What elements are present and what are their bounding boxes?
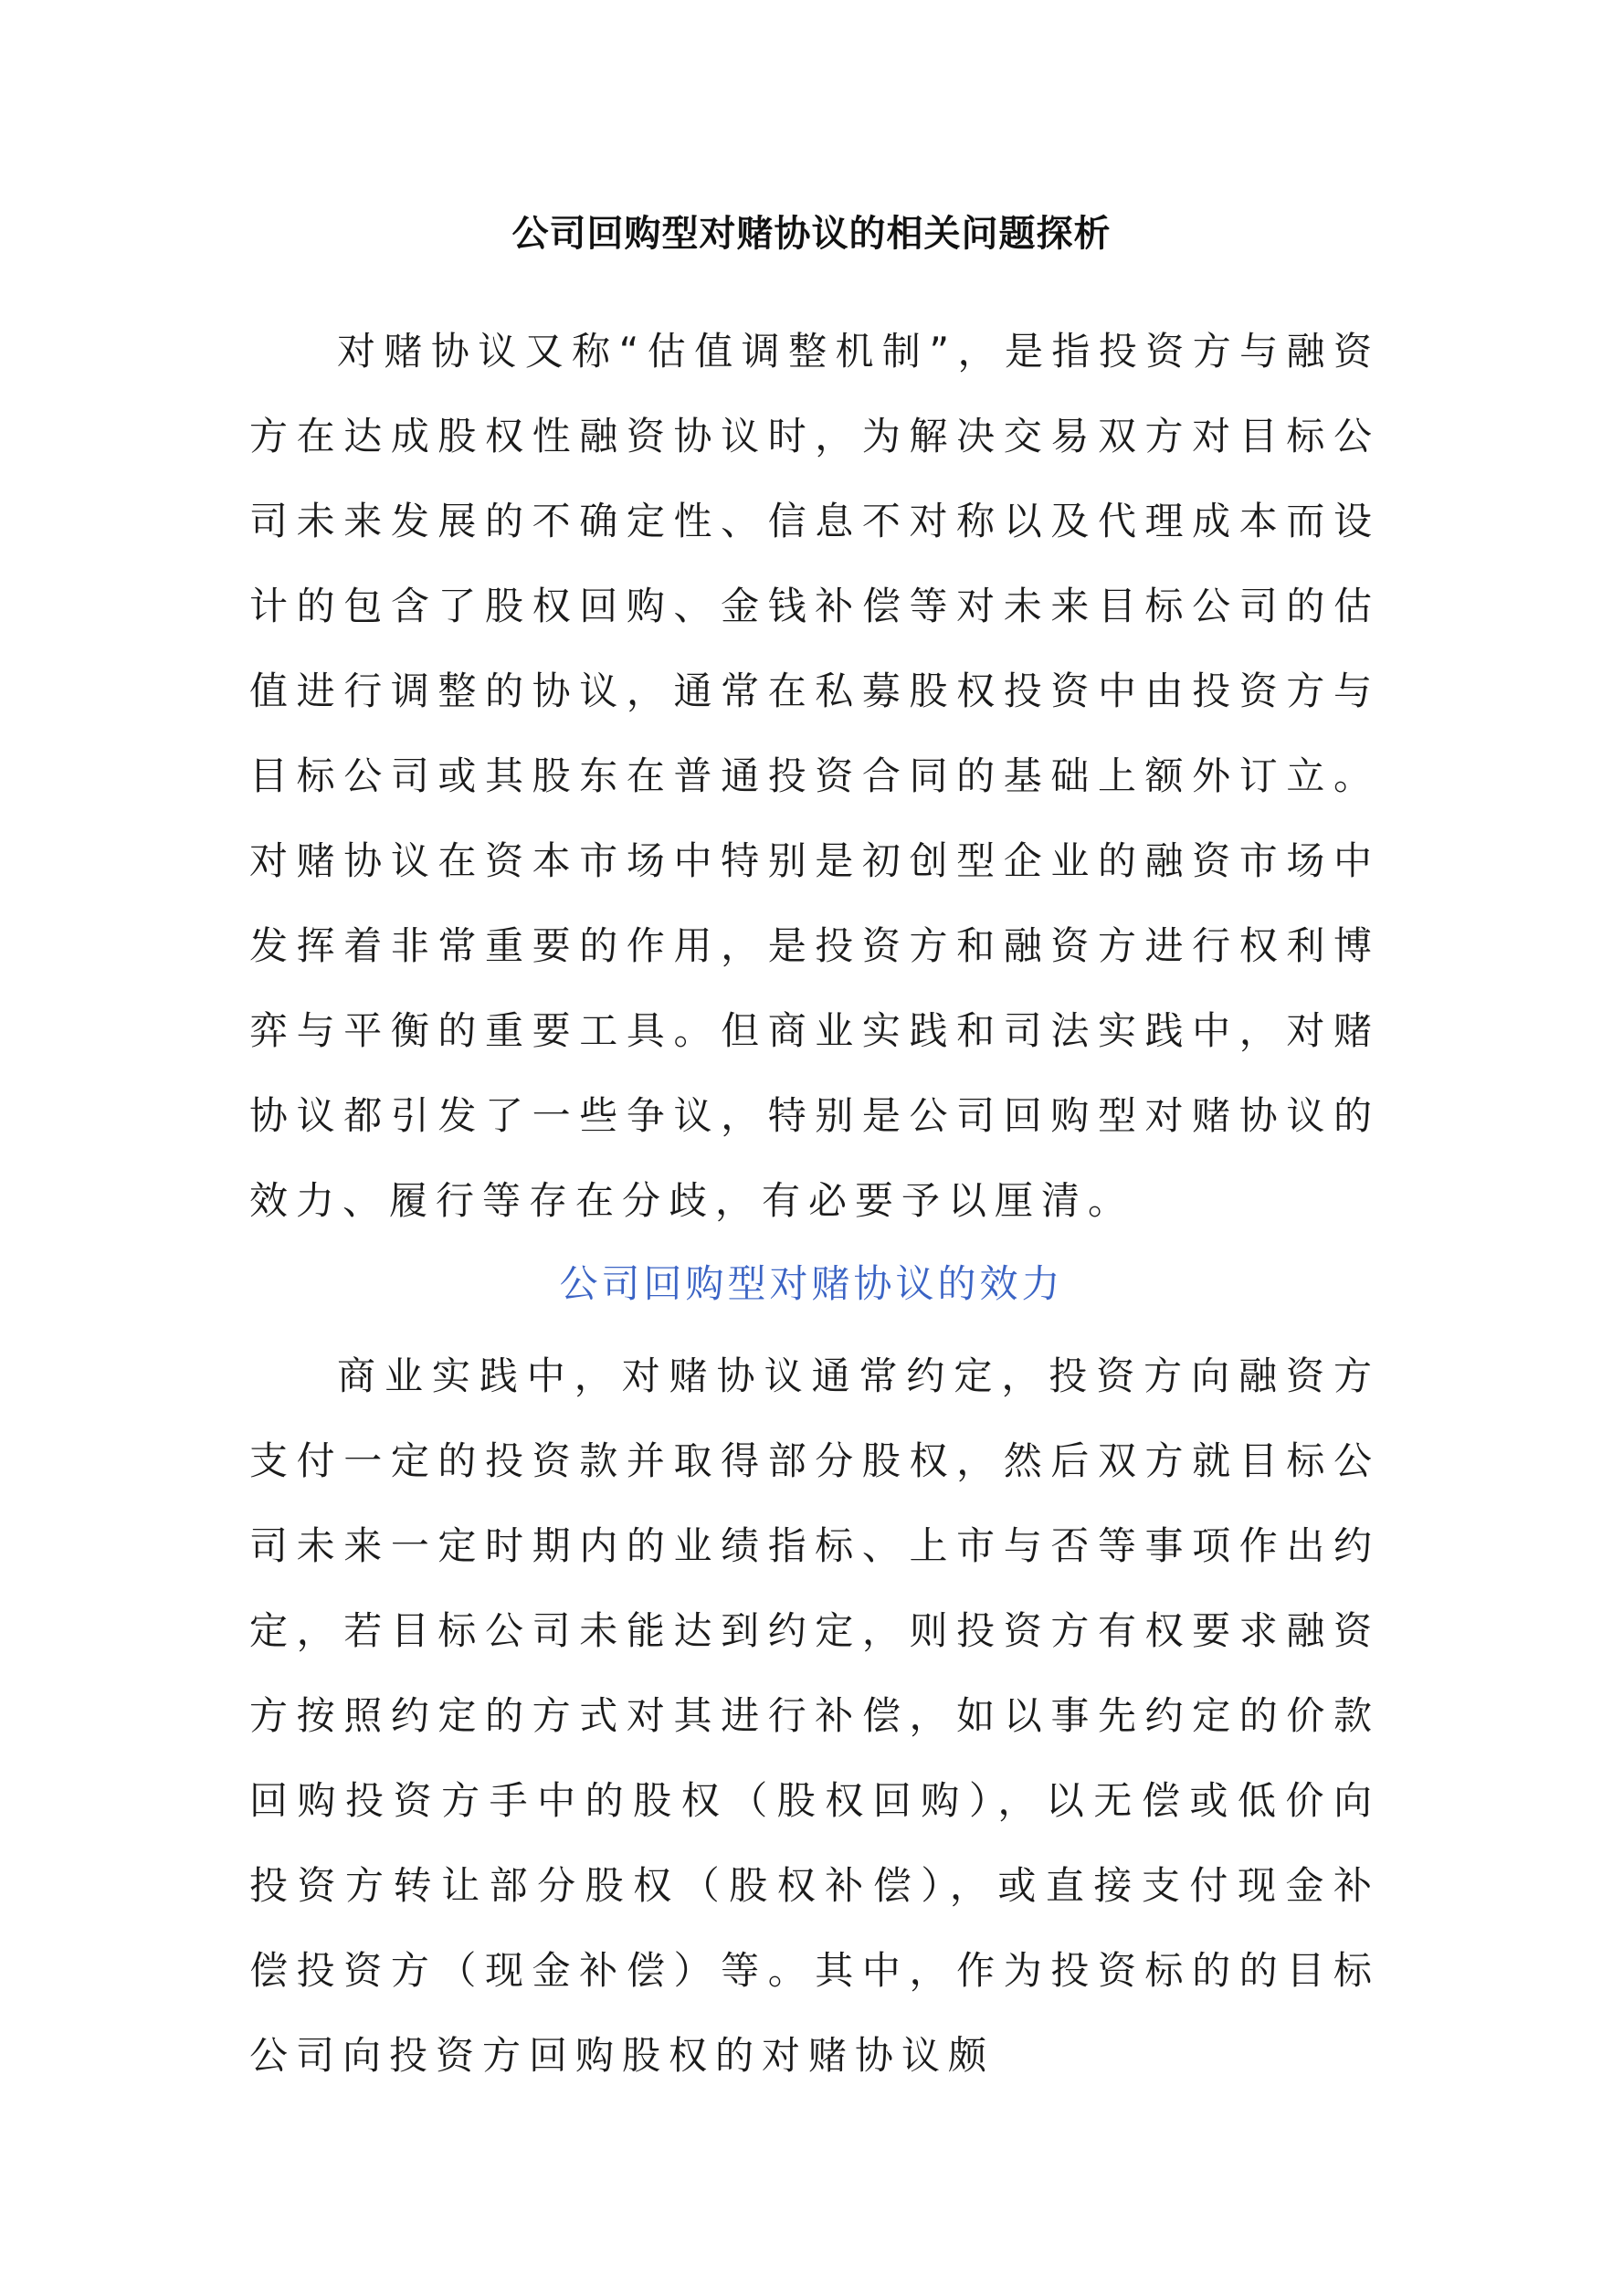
document-title: 公司回购型对赌协议的相关问题探析 (511, 213, 1112, 255)
intro-paragraph: 对赌协议又称“估值调整机制”，是指投资方与融资方在达成股权性融资协议时，为解决交易双方对目标公司未来发展的不确定性、信息不对称以及代理成本而设计的包含了股权回购、金钱补偿等对未来目标公司的估值进行调整的协议，通常在私募股权投资中由投资方与目标公司或其股东在普通投资合同的基础上额外订立。对赌协议在资本市场中特别是初创型企业的融资市场中发挥着非常重要的作用，是投资方和融资方进行权利博弈与平衡的重要工具。但商业实践和司法实践中，对赌协议都引发了一些争议，特别是公司回购型对赌协议的效力、履行等存在分歧，有必要予以厘清。 (249, 329, 1380, 1223)
section-heading: 公司回购型对赌协议的效力 (559, 1261, 1064, 1306)
section-paragraph: 商业实践中，对赌协议通常约定，投资方向融资方支付一定的投资款并取得部分股权，然后双方就目标公司未来一定时期内的业绩指标、上市与否等事项作出约定，若目标公司未能达到约定，则投资方有权要求融资方按照约定的方式对其进行补偿，如以事先约定的价款回购投资方手中的股权（股权回购），以无偿或低价向投资方转让部分股权（股权补偿），或直接支付现金补偿投资方（现金补偿）等。其中，作为投资标的的目标公司向投资方回购股权的对赌协议颇 (249, 1353, 1380, 2078)
